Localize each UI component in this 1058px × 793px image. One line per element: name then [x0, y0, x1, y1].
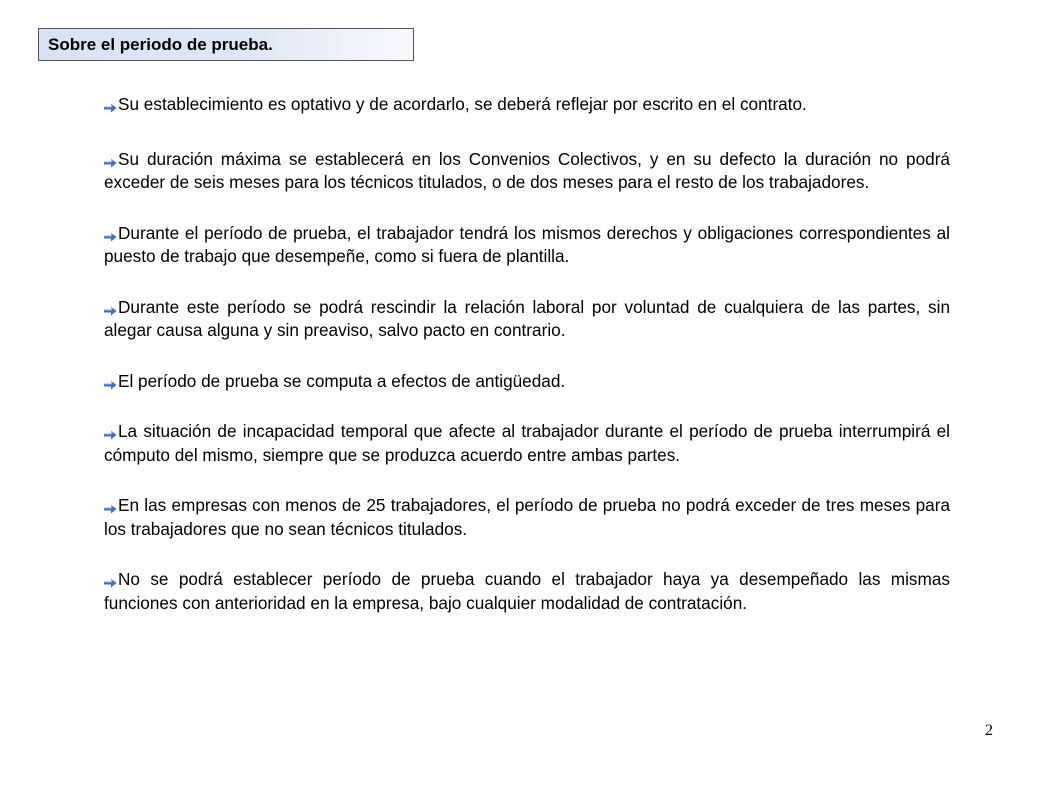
- list-item: [104, 494, 950, 541]
- list-item-text: Durante el período de prueba, el trabajador tendrá los mismos derechos y obligaciones correspondientes al puesto de trabajo que desempeñe, como si fuera de plantilla.: [104, 222, 950, 266]
- blue-arrow-icon: [104, 504, 117, 514]
- section-title-box: [38, 28, 414, 61]
- list-item: [104, 222, 950, 269]
- blue-arrow-icon: [104, 578, 117, 588]
- page-number: 2: [985, 722, 993, 739]
- list-item: [104, 568, 950, 615]
- blue-arrow-icon: [104, 158, 117, 168]
- list-item-text: Durante este período se podrá rescindir la relación laboral por voluntad de cualquiera de las partes, sin alegar causa alguna y sin preaviso, salvo pacto en contrario.: [104, 296, 950, 340]
- section-title: Sobre el periodo de prueba.: [48, 34, 273, 54]
- blue-arrow-icon: [104, 232, 117, 242]
- list-item-text: Su establecimiento es optativo y de acordarlo, se deberá reflejar por escrito en el contrato.: [118, 94, 807, 114]
- list-item-text: La situación de incapacidad temporal que afecte al trabajador durante el período de prueba interrumpirá el cómputo del mismo, siempre que se produzca acuerdo entre ambas partes.: [104, 421, 950, 465]
- list-item-text: En las empresas con menos de 25 trabajadores, el período de prueba no podrá exceder de tres meses para los trabajadores que no sean técnicos titulados.: [104, 495, 950, 539]
- bullet-list: [104, 93, 950, 642]
- blue-arrow-icon: [104, 380, 117, 390]
- list-item: [104, 93, 950, 117]
- list-item: [104, 420, 950, 467]
- list-item-text: Su duración máxima se establecerá en los Convenios Colectivos, y en su defecto la duración no podrá exceder de seis meses para los técnicos titulados, o de dos meses para el resto de los trabajadores.: [104, 148, 950, 192]
- blue-arrow-icon: [104, 306, 117, 316]
- list-item: [104, 370, 950, 394]
- list-item-text: El período de prueba se computa a efectos de antigüedad.: [118, 370, 566, 391]
- list-item: [104, 148, 950, 195]
- list-item: [104, 296, 950, 343]
- blue-arrow-icon: [104, 103, 117, 113]
- blue-arrow-icon: [104, 430, 117, 440]
- list-item-text: No se podrá establecer período de prueba cuando el trabajador haya ya desempeñado las mismas funciones con anterioridad en la empresa, bajo cualquier modalidad de contratación.: [104, 569, 950, 613]
